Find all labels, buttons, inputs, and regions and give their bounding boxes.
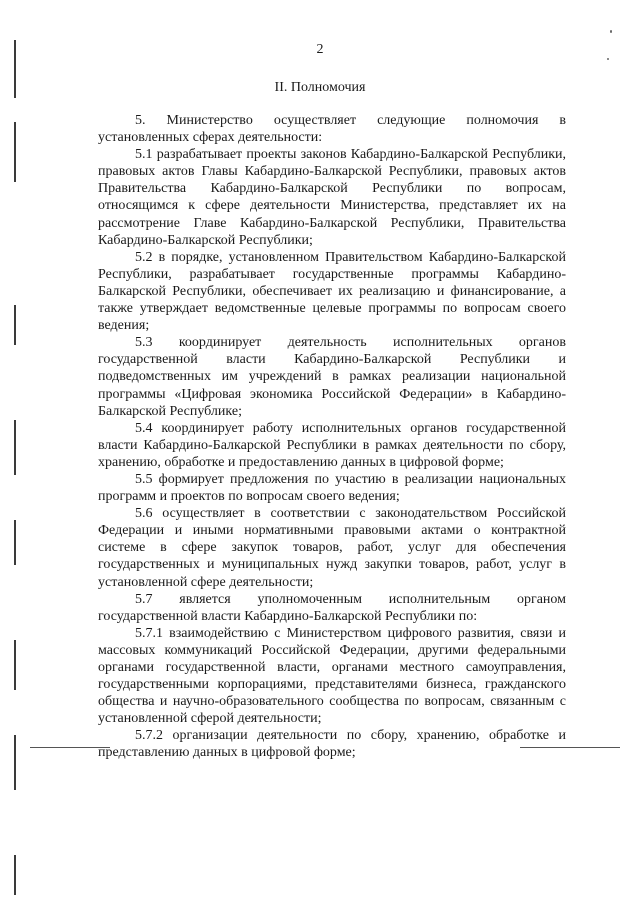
paragraph: 5. Министерство осуществляет следующие полномочия в установленных сферах деятельности: <box>98 113 566 146</box>
scan-edge-mark <box>14 640 16 690</box>
paragraph: 5.2 в порядке, установленном Правительством Кабардино-Балкарской Республики, разрабатывает государственные программы Кабардино-Балкарской Республики, обеспечивает их реализацию и финансирование, а также утверждает ведомственные целевые программы по вопросам своего ведения; <box>98 249 566 334</box>
paragraph: 5.1 разрабатывает проекты законов Кабардино-Балкарской Республики, правовых актов Главы Кабардино-Балкарской Республики, правовых актов Правительства Кабардино-Балкарской Республики по вопросам, относящимся к сфере деятельности Министерства, представляет их на рассмотрение Главе Кабардино-Балкарской Республики, Правительства Кабардино-Балкарской Республики; <box>98 147 566 248</box>
paragraph: 5.3 координирует деятельность исполнительных органов государственной власти Кабардино-Балкарской Республики и подведомственных им учреждений в рамках реализации национальной программы «Цифровая экономика Российской Федерации» в Кабардино-Балкарской Республике; <box>98 335 566 419</box>
section-title: II. Полномочия <box>274 80 366 95</box>
page-number: 2 <box>316 42 324 57</box>
paragraph: 5.4 координирует работу исполнительных органов государственной власти Кабардино-Балкарской Республики в рамках деятельности по сбору, хранению, обработке и предоставлению данных в цифровой форме; <box>98 420 566 470</box>
scan-speck <box>607 58 609 60</box>
scan-edge-mark <box>14 855 16 895</box>
paragraph: 5.5 формирует предложения по участию в реализации национальных программ и проектов по вопросам своего ведения; <box>98 471 566 505</box>
scan-edge-mark <box>14 305 16 345</box>
paragraph: 5.7.2 организации деятельности по сбору, хранению, обработке и представлению данных в цифровой форме; <box>98 728 566 761</box>
scan-edge-mark <box>14 735 16 790</box>
scan-edge-mark <box>14 520 16 565</box>
document-body <box>98 112 566 762</box>
scan-edge-mark <box>14 122 16 182</box>
paragraph: 5.7.1 взаимодействию с Министерством цифрового развития, связи и массовых коммуникаций Российской Федерации, другими федеральными органами государственной власти, органами местного самоуправления, государственными корпорациями, представителями бизнеса, гражданского общества и научно-образовательного сообщества по вопросам, связанным с установленной сферой деятельности; <box>98 625 566 727</box>
paragraph: 5.6 осуществляет в соответствии с законодательством Российской Федерации и иными нормативными правовыми актами о контрактной системе в сфере закупок товаров, работ, услуг для обеспечения государственных и муниципальных нужд закупки товаров, работ, услуг в установленной сфере деятельности; <box>98 506 566 590</box>
paragraph: 5.7 является уполномоченным исполнительным органом государственной власти Кабардино-Балкарской Республики по: <box>98 591 566 624</box>
scan-edge-mark <box>14 420 16 475</box>
scan-speck <box>610 30 612 33</box>
